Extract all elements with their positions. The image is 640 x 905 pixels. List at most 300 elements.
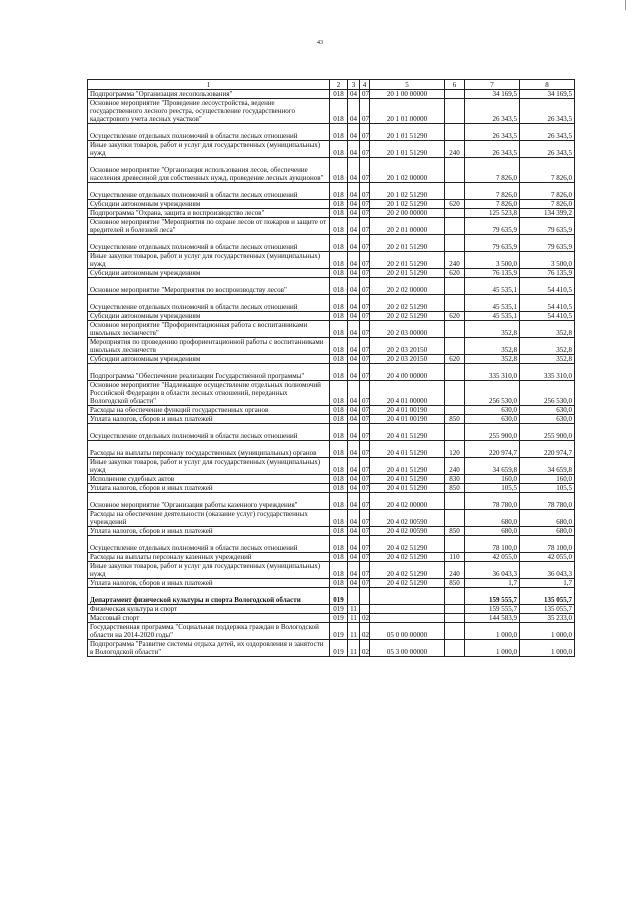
target-article-code: 20 2 03 20150 <box>370 355 445 364</box>
ministry-code: 018 <box>330 406 348 415</box>
expense-type-code <box>445 510 465 527</box>
item-name: Основное мероприятие "Проведение лесоустройства, ведение государственного лесного реестра, осуществление государственного кадастрового учета лесных участков" <box>88 99 330 124</box>
ministry-code: 018 <box>330 124 348 141</box>
item-name: Основное мероприятие "Мероприятия по охране лесов от пожаров и защите от вредителей и болезней леса" <box>88 218 330 235</box>
subsection-code: 07 <box>360 183 370 200</box>
ministry-code: 018 <box>330 218 348 235</box>
ministry-code: 018 <box>330 295 348 312</box>
ministry-code: 018 <box>330 252 348 269</box>
section-code: 04 <box>348 406 360 415</box>
ministry-code: 018 <box>330 338 348 355</box>
item-name: Уплата налогов, сборов и иных платежей <box>88 484 330 493</box>
section-code: 04 <box>348 295 360 312</box>
column-number: 5 <box>370 80 445 90</box>
item-name: Физическая культура и спорт <box>88 605 330 614</box>
item-name: Уплата налогов, сборов и иных платежей <box>88 415 330 424</box>
ministry-code: 018 <box>330 141 348 158</box>
amount-year-2: 160,0 <box>520 475 575 484</box>
section-code <box>348 588 360 605</box>
item-name: Субсидии автономным учреждениям <box>88 355 330 364</box>
section-code: 04 <box>348 158 360 183</box>
table-row <box>88 553 575 562</box>
target-article-code: 20 4 01 51290 <box>370 424 445 441</box>
item-name: Основное мероприятие "Организация использования лесов, обеспечение населения древесиной для собственных нужд, проведение лесных аукционов" <box>88 158 330 183</box>
expense-type-code <box>445 158 465 183</box>
table-row <box>88 99 575 124</box>
item-name: Основное мероприятие "Мероприятия по воспроизводству лесов" <box>88 278 330 295</box>
target-article-code: 05 3 00 00000 <box>370 640 445 657</box>
table-row <box>88 200 575 209</box>
target-article-code: 20 4 02 51290 <box>370 579 445 588</box>
subsection-code: 07 <box>360 364 370 381</box>
amount-year-2: 34 169,5 <box>520 90 575 99</box>
section-code: 04 <box>348 124 360 141</box>
amount-year-1: 105,5 <box>465 484 520 493</box>
section-code: 04 <box>348 493 360 510</box>
section-code: 04 <box>348 209 360 218</box>
table-row <box>88 252 575 269</box>
target-article-code: 20 4 00 00000 <box>370 364 445 381</box>
ministry-code: 018 <box>330 209 348 218</box>
expense-type-code <box>445 295 465 312</box>
table-row <box>88 183 575 200</box>
table-row <box>88 475 575 484</box>
expense-type-code: 620 <box>445 355 465 364</box>
amount-year-1: 26 343,5 <box>465 99 520 124</box>
amount-year-1: 79 635,9 <box>465 235 520 252</box>
expense-type-code <box>445 623 465 640</box>
column-number: 4 <box>360 80 370 90</box>
amount-year-1: 78 780,0 <box>465 493 520 510</box>
amount-year-1: 335 310,0 <box>465 364 520 381</box>
section-code: 04 <box>348 441 360 458</box>
section-code: 04 <box>348 415 360 424</box>
table-row <box>88 614 575 623</box>
table-row <box>88 579 575 588</box>
amount-year-2: 78 780,0 <box>520 493 575 510</box>
expense-type-code: 620 <box>445 200 465 209</box>
section-code: 04 <box>348 235 360 252</box>
expense-type-code <box>445 536 465 553</box>
amount-year-1: 159 555,7 <box>465 588 520 605</box>
section-code: 04 <box>348 424 360 441</box>
ministry-code: 019 <box>330 588 348 605</box>
target-article-code: 20 4 01 51290 <box>370 441 445 458</box>
ministry-code: 018 <box>330 579 348 588</box>
item-name: Уплата налогов, сборов и иных платежей <box>88 579 330 588</box>
table-row <box>88 158 575 183</box>
ministry-code: 018 <box>330 235 348 252</box>
column-number-row <box>88 80 575 90</box>
ministry-code: 018 <box>330 200 348 209</box>
section-code: 11 <box>348 614 360 623</box>
item-name: Государственная программа "Социальная поддержка граждан в Вологодской области на 2014-2020 годы" <box>88 623 330 640</box>
expense-type-code <box>445 124 465 141</box>
subsection-code: 07 <box>360 458 370 475</box>
item-name: Подпрограмма "Развитие системы отдыха детей, их оздоровления и занятости в Вологодской области" <box>88 640 330 657</box>
amount-year-1: 45 535,1 <box>465 312 520 321</box>
expense-type-code <box>445 321 465 338</box>
amount-year-2: 630,0 <box>520 415 575 424</box>
subsection-code: 07 <box>360 209 370 218</box>
amount-year-1: 42 055,0 <box>465 553 520 562</box>
subsection-code: 07 <box>360 278 370 295</box>
section-code: 04 <box>348 527 360 536</box>
column-number: 6 <box>445 80 465 90</box>
section-code: 04 <box>348 364 360 381</box>
amount-year-2: 36 043,3 <box>520 562 575 579</box>
amount-year-1: 78 100,0 <box>465 536 520 553</box>
table-row <box>88 90 575 99</box>
section-code: 04 <box>348 252 360 269</box>
ministry-code: 018 <box>330 493 348 510</box>
table-row <box>88 338 575 355</box>
expense-type-code: 850 <box>445 415 465 424</box>
amount-year-2: 335 310,0 <box>520 364 575 381</box>
table-row <box>88 424 575 441</box>
scan-edge-mark <box>625 0 626 10</box>
expense-type-code: 850 <box>445 527 465 536</box>
section-code: 04 <box>348 141 360 158</box>
amount-year-2: 76 135,9 <box>520 269 575 278</box>
ministry-code: 018 <box>330 364 348 381</box>
item-name: Расходы на выплаты персоналу казенных учреждений <box>88 553 330 562</box>
column-number: 1 <box>88 80 330 90</box>
target-article-code: 20 4 02 51290 <box>370 553 445 562</box>
subsection-code: 07 <box>360 218 370 235</box>
ministry-code: 018 <box>330 381 348 406</box>
amount-year-2: 680,0 <box>520 510 575 527</box>
expense-type-code: 830 <box>445 475 465 484</box>
amount-year-1: 680,0 <box>465 527 520 536</box>
expense-type-code <box>445 218 465 235</box>
item-name: Субсидии автономным учреждениям <box>88 269 330 278</box>
target-article-code: 05 0 00 00000 <box>370 623 445 640</box>
amount-year-2: 79 635,9 <box>520 235 575 252</box>
ministry-code: 018 <box>330 536 348 553</box>
item-name: Подпрограмма "Организация лесопользования" <box>88 90 330 99</box>
subsection-code <box>360 588 370 605</box>
subsection-code: 07 <box>360 415 370 424</box>
amount-year-1: 34 169,5 <box>465 90 520 99</box>
section-code: 04 <box>348 90 360 99</box>
section-code: 04 <box>348 510 360 527</box>
ministry-code: 018 <box>330 510 348 527</box>
table-row <box>88 355 575 364</box>
column-number: 8 <box>520 80 575 90</box>
subsection-code: 02 <box>360 640 370 657</box>
ministry-code: 018 <box>330 475 348 484</box>
ministry-code: 019 <box>330 623 348 640</box>
target-article-code: 20 1 02 00000 <box>370 158 445 183</box>
section-code: 04 <box>348 321 360 338</box>
amount-year-2: 26 343,5 <box>520 141 575 158</box>
amount-year-1: 1,7 <box>465 579 520 588</box>
amount-year-2: 135 055,7 <box>520 605 575 614</box>
amount-year-1: 7 826,0 <box>465 200 520 209</box>
item-name: Осуществление отдельных полномочий в области лесных отношений <box>88 183 330 200</box>
ministry-code: 018 <box>330 158 348 183</box>
expense-type-code: 850 <box>445 484 465 493</box>
ministry-code: 018 <box>330 269 348 278</box>
subsection-code: 07 <box>360 269 370 278</box>
amount-year-1: 220 974,7 <box>465 441 520 458</box>
ministry-code: 018 <box>330 527 348 536</box>
ministry-code: 019 <box>330 614 348 623</box>
expense-type-code: 240 <box>445 458 465 475</box>
amount-year-2: 34 659,8 <box>520 458 575 475</box>
item-name: Основное мероприятие "Надлежащее осуществление отдельных полномочий Российской Федерации в области лесных отношений, переданных Вологодской области" <box>88 381 330 406</box>
target-article-code: 20 1 01 00000 <box>370 99 445 124</box>
section-code: 11 <box>348 605 360 614</box>
item-name: Осуществление отдельных полномочий в области лесных отношений <box>88 235 330 252</box>
item-name: Расходы на выплаты персоналу государственных (муниципальных) органов <box>88 441 330 458</box>
amount-year-2: 26 343,5 <box>520 99 575 124</box>
target-article-code: 20 4 01 51290 <box>370 484 445 493</box>
amount-year-1: 630,0 <box>465 406 520 415</box>
section-code: 04 <box>348 579 360 588</box>
section-code: 04 <box>348 536 360 553</box>
amount-year-2: 1 000,0 <box>520 640 575 657</box>
amount-year-2: 105,5 <box>520 484 575 493</box>
section-code: 04 <box>348 218 360 235</box>
expense-type-code <box>445 406 465 415</box>
section-code: 04 <box>348 99 360 124</box>
table-row <box>88 209 575 218</box>
amount-year-2: 3 500,0 <box>520 252 575 269</box>
ministry-code: 018 <box>330 415 348 424</box>
target-article-code: 20 4 01 51290 <box>370 458 445 475</box>
target-article-code <box>370 614 445 623</box>
amount-year-2: 220 974,7 <box>520 441 575 458</box>
table-row <box>88 493 575 510</box>
section-code: 11 <box>348 640 360 657</box>
expense-type-code: 240 <box>445 252 465 269</box>
amount-year-1: 76 135,9 <box>465 269 520 278</box>
amount-year-2: 54 410,5 <box>520 295 575 312</box>
target-article-code: 20 1 01 51290 <box>370 141 445 158</box>
amount-year-1: 34 659,8 <box>465 458 520 475</box>
amount-year-2: 1,7 <box>520 579 575 588</box>
target-article-code: 20 2 01 51290 <box>370 252 445 269</box>
table-row <box>88 484 575 493</box>
amount-year-1: 3 500,0 <box>465 252 520 269</box>
section-code: 04 <box>348 183 360 200</box>
subsection-code: 07 <box>360 321 370 338</box>
table-row <box>88 364 575 381</box>
amount-year-1: 7 826,0 <box>465 158 520 183</box>
amount-year-1: 256 530,0 <box>465 381 520 406</box>
ministry-code: 018 <box>330 90 348 99</box>
amount-year-2: 78 100,0 <box>520 536 575 553</box>
item-name: Подпрограмма "Охрана, защита и воспроизводство лесов" <box>88 209 330 218</box>
amount-year-2: 135 055,7 <box>520 588 575 605</box>
amount-year-1: 26 343,5 <box>465 124 520 141</box>
item-name: Иные закупки товаров, работ и услуг для государственных (муниципальных) нужд <box>88 458 330 475</box>
table-row <box>88 510 575 527</box>
amount-year-2: 680,0 <box>520 527 575 536</box>
item-name: Департамент физической культуры и спорта Вологодской области <box>88 588 330 605</box>
ministry-code: 018 <box>330 441 348 458</box>
amount-year-1: 45 535,1 <box>465 295 520 312</box>
section-code: 04 <box>348 458 360 475</box>
expense-type-code: 120 <box>445 441 465 458</box>
target-article-code: 20 2 02 51290 <box>370 312 445 321</box>
table-row <box>88 235 575 252</box>
table-row <box>88 527 575 536</box>
subsection-code: 07 <box>360 527 370 536</box>
amount-year-1: 630,0 <box>465 415 520 424</box>
amount-year-1: 352,8 <box>465 355 520 364</box>
amount-year-1: 26 343,5 <box>465 141 520 158</box>
ministry-code: 018 <box>330 424 348 441</box>
section-code: 04 <box>348 278 360 295</box>
subsection-code: 07 <box>360 553 370 562</box>
table-row <box>88 623 575 640</box>
expense-type-code <box>445 605 465 614</box>
subsection-code: 07 <box>360 562 370 579</box>
amount-year-1: 352,8 <box>465 321 520 338</box>
item-name: Исполнение судебных актов <box>88 475 330 484</box>
target-article-code: 20 2 00 00000 <box>370 209 445 218</box>
target-article-code: 20 4 01 00190 <box>370 406 445 415</box>
amount-year-1: 7 826,0 <box>465 183 520 200</box>
ministry-code: 019 <box>330 640 348 657</box>
column-number: 3 <box>348 80 360 90</box>
subsection-code: 07 <box>360 484 370 493</box>
subsection-code: 07 <box>360 338 370 355</box>
expense-type-code <box>445 183 465 200</box>
table-row <box>88 141 575 158</box>
subsection-code: 07 <box>360 200 370 209</box>
amount-year-1: 125 523,8 <box>465 209 520 218</box>
section-code: 11 <box>348 623 360 640</box>
expense-type-code: 850 <box>445 579 465 588</box>
amount-year-2: 35 233,0 <box>520 614 575 623</box>
section-code: 04 <box>348 475 360 484</box>
target-article-code: 20 1 01 51290 <box>370 124 445 141</box>
expense-type-code <box>445 278 465 295</box>
expense-type-code <box>445 99 465 124</box>
subsection-code: 07 <box>360 355 370 364</box>
table-row <box>88 562 575 579</box>
target-article-code: 20 4 01 00190 <box>370 415 445 424</box>
target-article-code: 20 4 02 51290 <box>370 536 445 553</box>
amount-year-2: 42 055,0 <box>520 553 575 562</box>
item-name: Иные закупки товаров, работ и услуг для государственных (муниципальных) нужд <box>88 562 330 579</box>
subsection-code: 02 <box>360 614 370 623</box>
amount-year-1: 144 583,9 <box>465 614 520 623</box>
ministry-code: 018 <box>330 99 348 124</box>
subsection-code: 07 <box>360 441 370 458</box>
section-code: 04 <box>348 484 360 493</box>
amount-year-2: 352,8 <box>520 321 575 338</box>
amount-year-1: 79 635,9 <box>465 218 520 235</box>
subsection-code: 07 <box>360 124 370 141</box>
amount-year-2: 134 399,2 <box>520 209 575 218</box>
table-row <box>88 218 575 235</box>
table-row <box>88 321 575 338</box>
target-article-code: 20 1 00 00000 <box>370 90 445 99</box>
amount-year-1: 160,0 <box>465 475 520 484</box>
section-code: 04 <box>348 200 360 209</box>
ministry-code: 018 <box>330 278 348 295</box>
subsection-code: 07 <box>360 536 370 553</box>
ministry-code: 018 <box>330 312 348 321</box>
table-row <box>88 415 575 424</box>
amount-year-2: 352,8 <box>520 338 575 355</box>
amount-year-1: 255 900,0 <box>465 424 520 441</box>
amount-year-2: 630,0 <box>520 406 575 415</box>
target-article-code: 20 2 01 51290 <box>370 269 445 278</box>
amount-year-1: 1 000,0 <box>465 640 520 657</box>
amount-year-2: 7 826,0 <box>520 158 575 183</box>
amount-year-1: 352,8 <box>465 338 520 355</box>
subsection-code: 07 <box>360 493 370 510</box>
column-number: 7 <box>465 80 520 90</box>
expense-type-code <box>445 588 465 605</box>
subsection-code: 07 <box>360 141 370 158</box>
section-code: 04 <box>348 355 360 364</box>
section-code: 04 <box>348 338 360 355</box>
amount-year-2: 79 635,9 <box>520 218 575 235</box>
item-name: Иные закупки товаров, работ и услуг для государственных (муниципальных) нужд <box>88 141 330 158</box>
table-row <box>88 312 575 321</box>
target-article-code: 20 4 02 51290 <box>370 562 445 579</box>
expense-type-code <box>445 424 465 441</box>
table-row <box>88 381 575 406</box>
section-code: 04 <box>348 381 360 406</box>
item-name: Мероприятия по проведению профориентационной работы с воспитанниками школьных лесничеств <box>88 338 330 355</box>
page-number: 43 <box>317 40 323 46</box>
item-name: Основное мероприятие "Организация работы казенного учреждения" <box>88 493 330 510</box>
budget-table <box>87 79 575 657</box>
subsection-code: 02 <box>360 623 370 640</box>
target-article-code: 20 2 02 00000 <box>370 278 445 295</box>
target-article-code: 20 2 01 00000 <box>370 218 445 235</box>
expense-type-code <box>445 614 465 623</box>
expense-type-code <box>445 90 465 99</box>
subsection-code: 07 <box>360 510 370 527</box>
amount-year-1: 159 555,7 <box>465 605 520 614</box>
expense-type-code: 240 <box>445 141 465 158</box>
table-row <box>88 458 575 475</box>
expense-type-code <box>445 493 465 510</box>
target-article-code <box>370 605 445 614</box>
table-row <box>88 269 575 278</box>
subsection-code: 07 <box>360 158 370 183</box>
table-row <box>88 406 575 415</box>
ministry-code: 018 <box>330 183 348 200</box>
expense-type-code: 240 <box>445 562 465 579</box>
section-code: 04 <box>348 312 360 321</box>
target-article-code: 20 4 01 00000 <box>370 381 445 406</box>
ministry-code: 018 <box>330 484 348 493</box>
subsection-code: 07 <box>360 475 370 484</box>
item-name: Осуществление отдельных полномочий в области лесных отношений <box>88 295 330 312</box>
subsection-code: 07 <box>360 406 370 415</box>
amount-year-2: 1 000,0 <box>520 623 575 640</box>
table-row <box>88 536 575 553</box>
amount-year-2: 7 826,0 <box>520 183 575 200</box>
item-name: Уплата налогов, сборов и иных платежей <box>88 527 330 536</box>
target-article-code: 20 2 02 51290 <box>370 295 445 312</box>
target-article-code <box>370 588 445 605</box>
item-name: Расходы на обеспечение деятельности (оказание услуг) государственных учреждений <box>88 510 330 527</box>
amount-year-1: 1 000,0 <box>465 623 520 640</box>
amount-year-2: 26 343,5 <box>520 124 575 141</box>
target-article-code: 20 2 03 20150 <box>370 338 445 355</box>
